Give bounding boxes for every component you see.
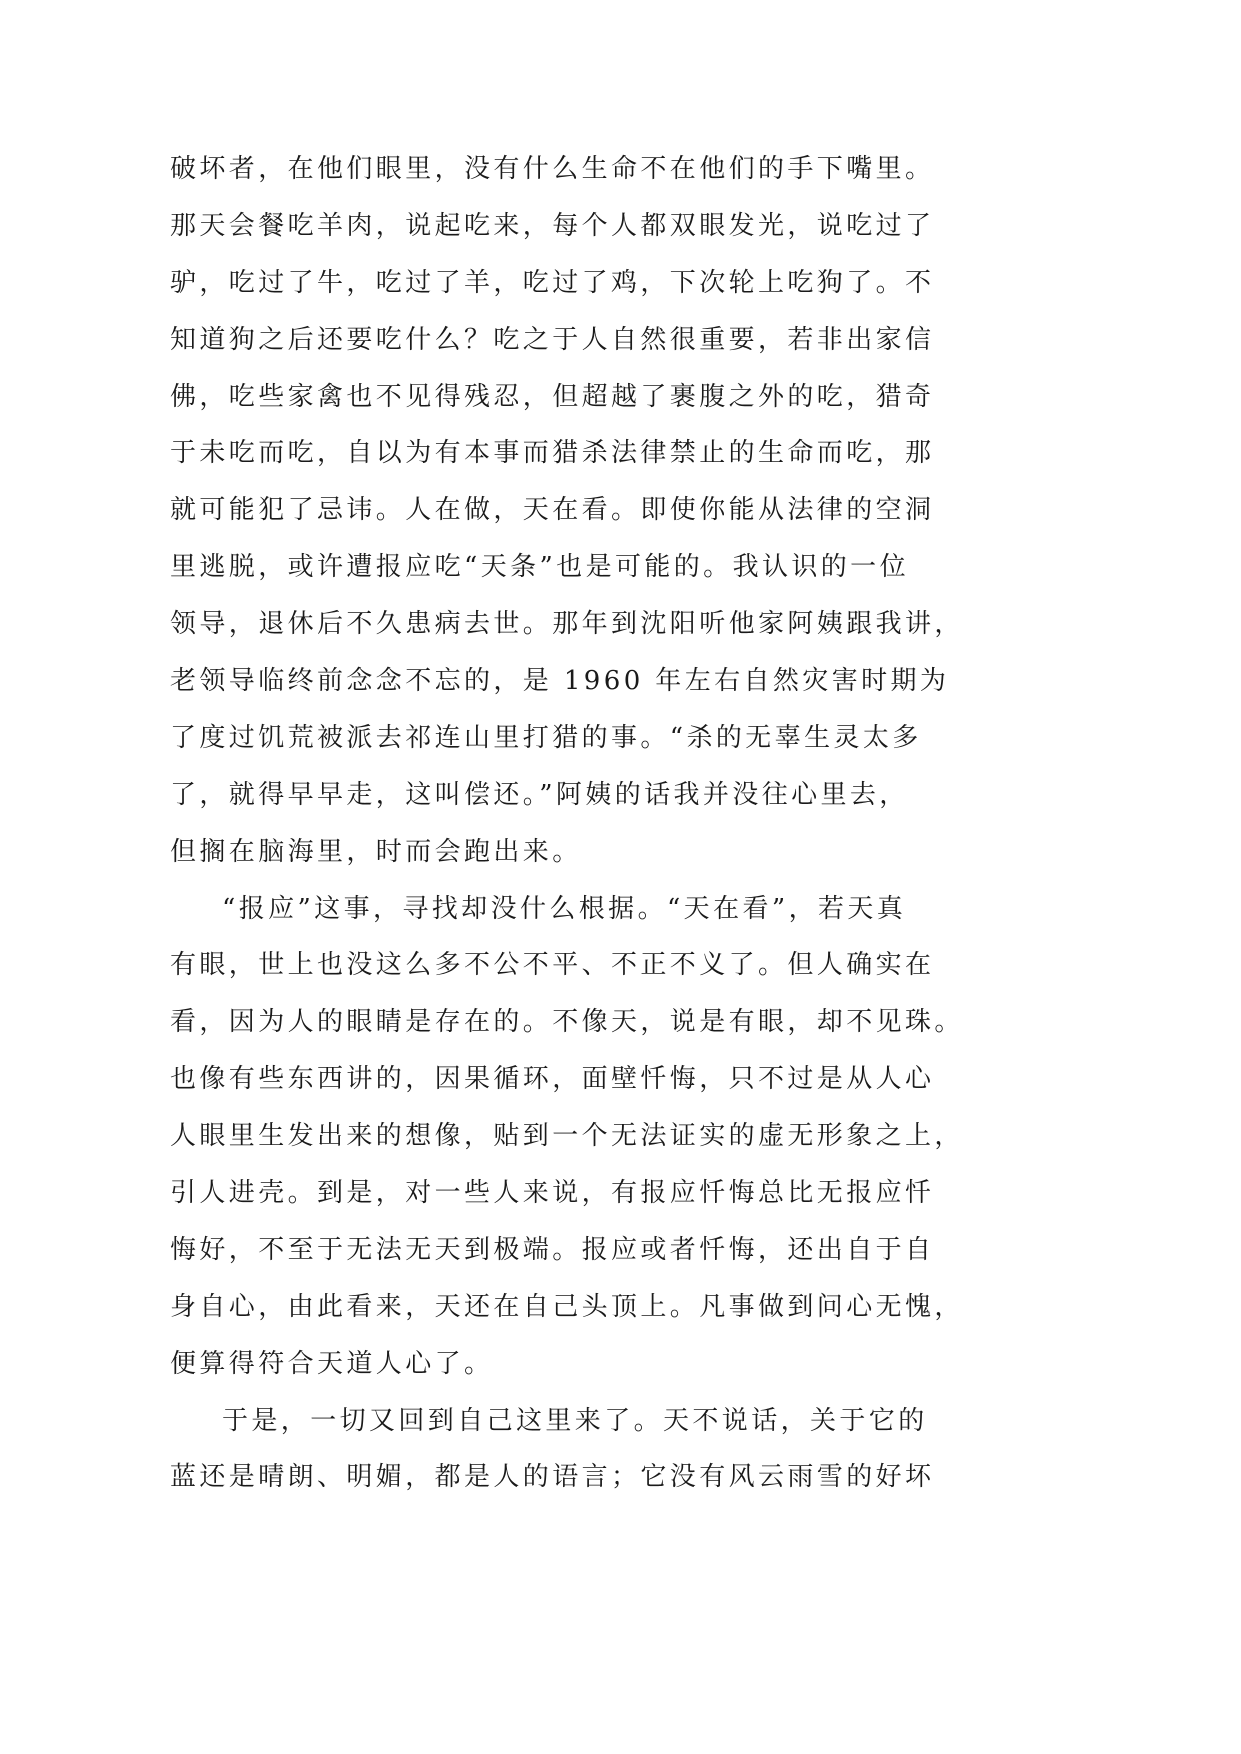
text-line: 也像有些东西讲的，因果循环，面壁忏悔，只不过是从人心	[170, 1064, 935, 1095]
text-line: 看，因为人的眼睛是存在的。不像天，说是有眼，却不见珠。	[170, 1007, 964, 1038]
text-line: 领导，退休后不久患病去世。那年到沈阳听他家阿姨跟我讲，	[170, 609, 964, 640]
text-line: 了度过饥荒被派去祁连山里打猎的事。“杀的无辜生灵太多	[170, 722, 922, 753]
text-line: 佛，吃些家禽也不见得残忍，但超越了裹腹之外的吃，猎奇	[170, 381, 935, 412]
text-line: 有眼，世上也没这么多不公不平、不正不义了。但人确实在	[170, 950, 935, 981]
text-line: 便算得符合天道人心了。	[170, 1348, 494, 1379]
text-line: 知道狗之后还要吃什么？吃之于人自然很重要，若非出家信	[170, 324, 935, 355]
text-line: 破坏者，在他们眼里，没有什么生命不在他们的手下嘴里。	[170, 154, 935, 184]
text-line: 了，就得早早走，这叫偿还。”阿姨的话我并没往心里去，	[170, 779, 909, 810]
text-line: 身自心，由此看来，天还在自己头顶上。凡事做到问心无愧，	[170, 1291, 964, 1322]
text-line: 那天会餐吃羊肉，说起吃来，每个人都双眼发光，说吃过了	[170, 210, 935, 241]
body-text	[170, 141, 970, 1506]
text-line: 老领导临终前念念不忘的，是 1960 年左右自然灾害时期为	[170, 666, 950, 697]
paragraph-first-line: 于是，一切又回到自己这里来了。天不说话，关于它的	[222, 1405, 928, 1436]
text-line: 里逃脱，或许遭报应吃“天条”也是可能的。我认识的一位	[170, 552, 909, 583]
text-line: 就可能犯了忌讳。人在做，天在看。即使你能从法律的空洞	[170, 495, 935, 526]
text-line: 但搁在脑海里，时而会跑出来。	[170, 836, 582, 867]
text-line: 于未吃而吃，自以为有本事而猎杀法律禁止的生命而吃，那	[170, 438, 935, 469]
text-line: 引人进壳。到是，对一些人来说，有报应忏悔总比无报应忏	[170, 1178, 935, 1209]
paragraph-first-line: “报应”这事，寻找却没什么根据。“天在看”，若天真	[222, 893, 907, 924]
text-line: 蓝还是晴朗、明媚，都是人的语言；它没有风云雨雪的好坏	[170, 1462, 935, 1493]
text-line: 悔好，不至于无法无天到极端。报应或者忏悔，还出自于自	[170, 1234, 935, 1265]
text-line: 人眼里生发出来的想像，贴到一个无法证实的虚无形象之上，	[170, 1121, 964, 1152]
text-line: 驴，吃过了牛，吃过了羊，吃过了鸡，下次轮上吃狗了。不	[170, 267, 935, 298]
